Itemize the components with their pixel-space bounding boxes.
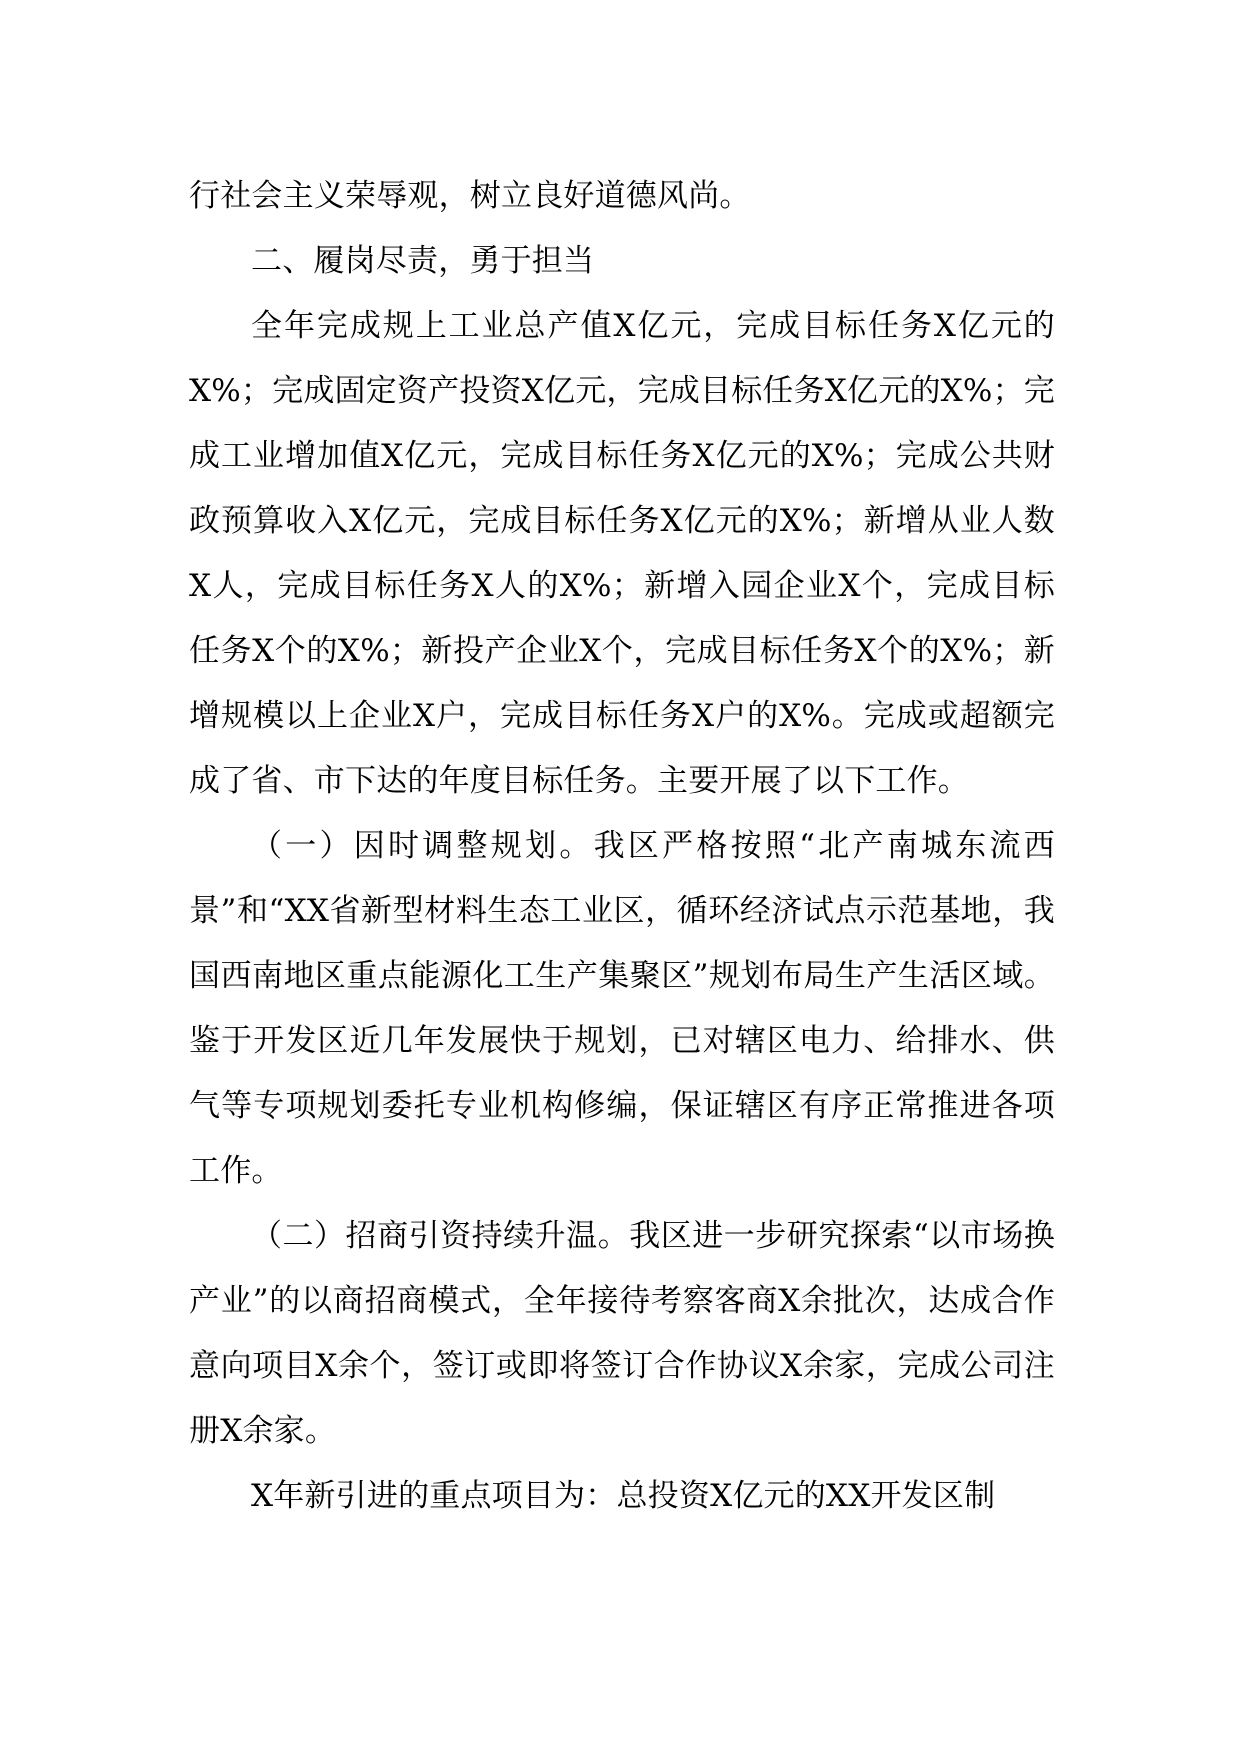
paragraph-key-projects: X年新引进的重点项目为：总投资X亿元的XX开发区制 <box>251 1478 996 1514</box>
paragraph-annual-results: 全年完成规上工业总产值X亿元，完成目标任务X亿元的X%；完成固定资产投资X亿元，完成目标任务X亿元的X%；完成工业增加值X亿元，完成目标任务X亿元的X%；完成公共财政预算收入X亿元，完成目标任务X亿元的X%；新增从业人数X人，完成目标任务X人的X%；新增入园企业X个，完成目标任务X个的X%；新投产企业X个，完成目标任务X个的X%；新增规模以上企业X户，完成目标任务X户的X%。完成或超额完成了省、市下达的年度目标任务。主要开展了以下工作。 <box>189 308 1055 799</box>
document-body <box>189 164 1055 1529</box>
paragraph-continuation: 行社会主义荣辱观，树立良好道德风尚。 <box>189 178 751 214</box>
paragraph-planning: （一）因时调整规划。我区严格按照“北产南城东流西景”和“XX省新型材料生态工业区，循环经济试点示范基地，我国西南地区重点能源化工生产集聚区”规划布局生产生活区域。鉴于开发区近几年发展快于规划，已对辖区电力、给排水、供气等专项规划委托专业机构修编，保证辖区有序正常推进各项工作。 <box>189 828 1055 1189</box>
paragraph-investment-promotion: （二）招商引资持续升温。我区进一步研究探索“以市场换产业”的以商招商模式，全年接待考察客商X余批次，达成合作意向项目X余个，签订或即将签订合作协议X余家，完成公司注册X余家。 <box>189 1218 1055 1449</box>
section-heading: 二、履岗尽责，勇于担当 <box>251 243 595 279</box>
